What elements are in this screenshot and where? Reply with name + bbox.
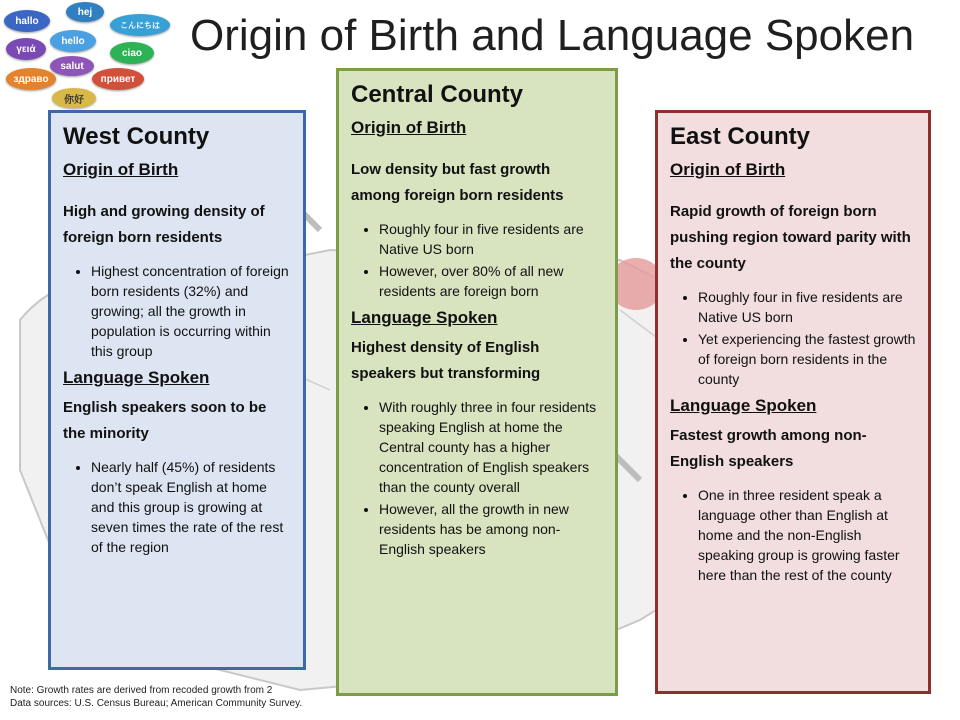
greeting-bubble: 你好	[52, 88, 96, 108]
source-note	[10, 684, 335, 710]
central-county-panel	[336, 68, 618, 696]
origin-heading: Origin of Birth	[670, 160, 786, 179]
origin-lead: Rapid growth of foreign born pushing region toward parity with the county	[670, 203, 911, 272]
greeting-bubble: salut	[50, 56, 94, 76]
west-county-panel	[48, 110, 306, 670]
list-item: • Roughly four in five residents are Native US born	[379, 219, 603, 259]
east-county-panel	[655, 110, 931, 694]
language-lead: Highest density of English speakers but transforming	[351, 339, 541, 382]
list-item: • One in three resident speak a language other than English at home and the non-English speaking group is growing faster here than the rest of the county	[698, 485, 916, 585]
greeting-bubble: ciao	[110, 42, 154, 64]
origin-lead: Low density but fast growth among foreign born residents	[351, 161, 564, 204]
list-item: • Nearly half (45%) of residents don’t speak English at home and this group is growing at seven times the rate of the rest of the region	[91, 457, 291, 557]
panel-title: Central County	[351, 81, 524, 108]
greeting-bubble: hej	[66, 2, 104, 22]
list-item: • However, over 80% of all new residents are foreign born	[379, 261, 603, 301]
language-heading: Language Spoken	[63, 368, 210, 387]
greeting-bubble: здраво	[6, 68, 56, 90]
greeting-bubble: γειά	[6, 38, 46, 60]
panel-title: West County	[63, 123, 210, 150]
language-bullets	[351, 397, 603, 559]
greeting-bubble: привет	[92, 68, 144, 90]
list-item: • With roughly three in four residents speaking English at home the Central county has a higher concentration of English speakers than the county overall	[379, 397, 603, 497]
language-heading: Language Spoken	[351, 308, 498, 327]
greeting-bubble: こんにちは	[110, 14, 170, 36]
origin-heading: Origin of Birth	[351, 118, 467, 137]
language-bullets	[63, 457, 291, 557]
language-lead: English speakers soon to be the minority	[63, 399, 267, 442]
language-lead: Fastest growth among non-English speakers	[670, 427, 867, 470]
list-item: • However, all the growth in new residents has be among non-English speakers	[379, 499, 603, 559]
list-item: • Roughly four in five residents are Native US born	[698, 287, 916, 327]
language-heading: Language Spoken	[670, 396, 817, 415]
note-line: Note: Growth rates are derived from recoded growth from 2	[10, 685, 273, 696]
origin-lead: High and growing density of foreign born residents	[63, 203, 265, 246]
language-bullets	[670, 485, 916, 585]
list-item: • Highest concentration of foreign born residents (32%) and growing; all the growth in population is occurring within this group	[91, 261, 291, 361]
origin-bullets	[351, 219, 603, 301]
panel-title: East County	[670, 123, 811, 150]
page-title: Origin of Birth and Language Spoken	[190, 11, 915, 60]
origin-bullets	[670, 287, 916, 389]
origin-heading: Origin of Birth	[63, 160, 179, 179]
data-sources-line: Data sources: U.S. Census Bureau; American Community Survey.	[10, 698, 303, 709]
greeting-bubble: hallo	[4, 10, 50, 32]
list-item: • Yet experiencing the fastest growth of foreign born residents in the county	[698, 329, 916, 389]
greeting-bubble: hello	[50, 30, 96, 52]
origin-bullets	[63, 261, 291, 361]
greetings-bubbles-graphic	[0, 0, 180, 110]
